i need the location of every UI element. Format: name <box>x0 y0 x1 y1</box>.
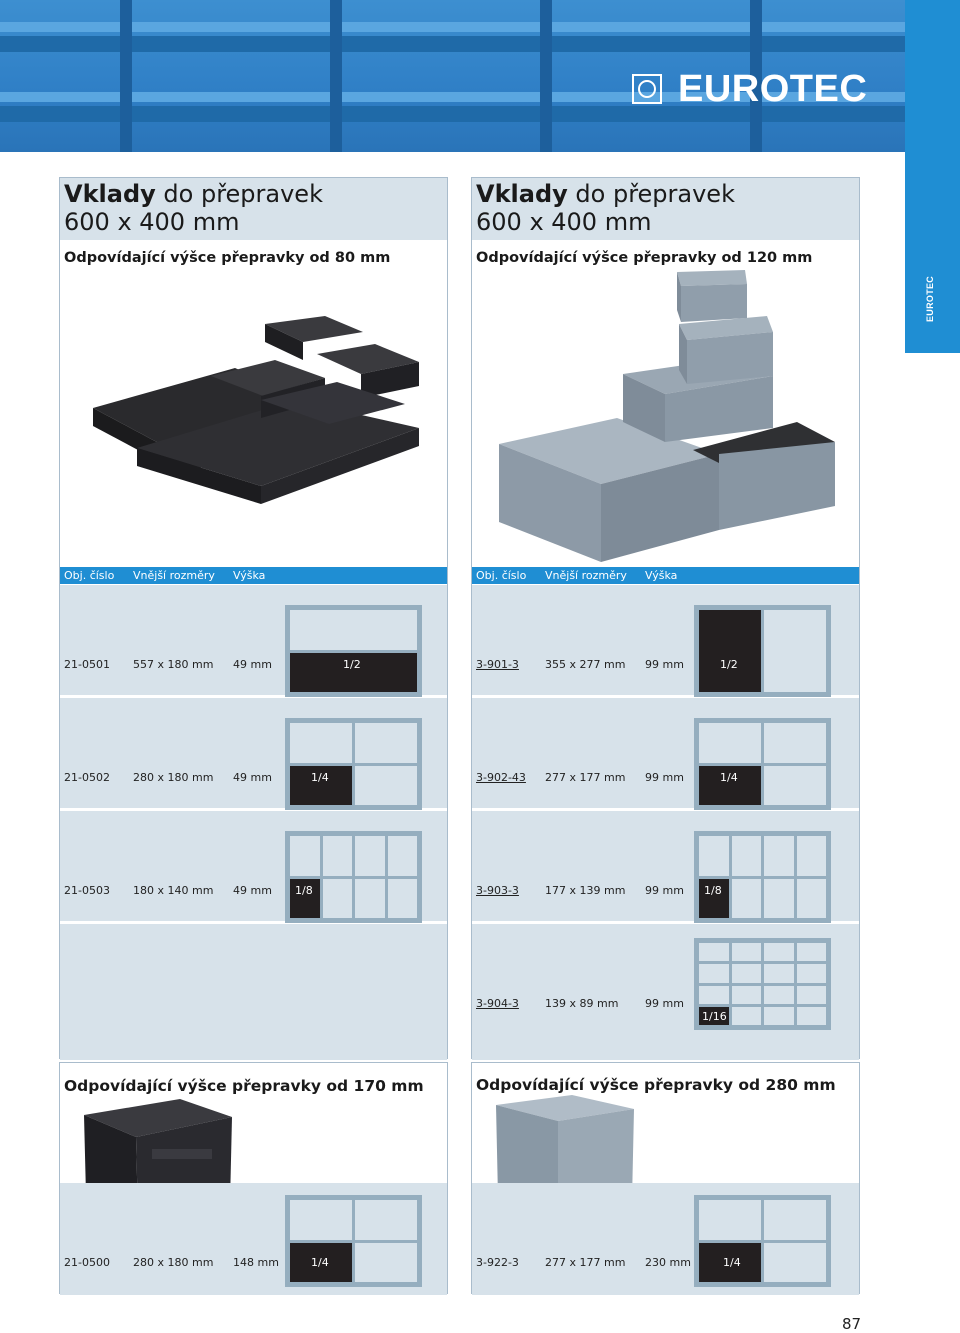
page-number: 87 <box>842 1315 862 1333</box>
table-row <box>472 698 859 810</box>
layout-diagram-quarter <box>285 718 422 810</box>
fraction-label: 1/8 <box>704 884 722 897</box>
panel-subtitle: Odpovídající výšce přepravky od 120 mm <box>476 250 813 266</box>
product-photo-dark-trays <box>85 316 425 506</box>
table-row <box>472 1183 859 1295</box>
row-dims: 277 x 177 mm <box>545 1256 626 1269</box>
row-dims: 355 x 277 mm <box>545 658 626 671</box>
table-row <box>60 811 447 923</box>
row-height: 99 mm <box>645 658 684 671</box>
row-height: 49 mm <box>233 884 272 897</box>
table-header <box>472 567 859 584</box>
layout-diagram-quarter <box>694 1195 831 1287</box>
row-dims: 180 x 140 mm <box>133 884 214 897</box>
left-panel <box>59 177 448 1059</box>
panel-header <box>60 178 447 240</box>
product-photo-grey-trays <box>497 266 837 566</box>
product-code-link[interactable]: 3-904-3 <box>476 997 519 1010</box>
left-panel-tall <box>59 1062 448 1294</box>
table-row <box>60 1183 447 1295</box>
row-height: 99 mm <box>645 771 684 784</box>
row-height: 49 mm <box>233 771 272 784</box>
fraction-label: 1/2 <box>720 658 738 671</box>
row-dims: 277 x 177 mm <box>545 771 626 784</box>
product-code-link[interactable]: 3-903-3 <box>476 884 519 897</box>
col-code: Obj. číslo <box>64 569 115 582</box>
row-height: 99 mm <box>645 997 684 1010</box>
row-dims: 557 x 180 mm <box>133 658 214 671</box>
table-row <box>60 698 447 810</box>
right-panel <box>471 177 860 1059</box>
row-dims: 139 x 89 mm <box>545 997 619 1010</box>
layout-diagram-half <box>694 605 831 697</box>
row-code: 21-0500 <box>64 1256 110 1269</box>
row-dims: 280 x 180 mm <box>133 771 214 784</box>
row-code: 21-0502 <box>64 771 110 784</box>
table-row <box>60 585 447 697</box>
layout-diagram-quarter <box>285 1195 422 1287</box>
table-row <box>472 811 859 923</box>
row-dims: 177 x 139 mm <box>545 884 626 897</box>
fraction-label: 1/4 <box>723 1256 741 1269</box>
panel-title: Vklady do přepravek <box>64 180 323 208</box>
brand-title: EUROTEC <box>678 68 868 110</box>
row-height: 230 mm <box>645 1256 691 1269</box>
fraction-label: 1/4 <box>311 771 329 784</box>
layout-diagram-quarter <box>694 718 831 810</box>
col-dims: Vnější rozměry <box>545 569 627 582</box>
layout-diagram-eighth <box>694 831 831 923</box>
fraction-label: 1/16 <box>702 1010 727 1023</box>
col-code: Obj. číslo <box>476 569 527 582</box>
side-tab <box>905 0 960 353</box>
lutz-logo-icon <box>632 74 662 104</box>
panel-size: 600 x 400 mm <box>476 208 652 236</box>
fraction-label: 1/2 <box>343 658 361 671</box>
row-code: 21-0501 <box>64 658 110 671</box>
fraction-label: 1/4 <box>311 1256 329 1269</box>
side-tab-label: EUROTEC <box>925 275 935 322</box>
fraction-label: 1/8 <box>295 884 313 897</box>
table-row-empty <box>60 924 447 1060</box>
col-dims: Vnější rozměry <box>133 569 215 582</box>
product-code-link[interactable]: 3-902-43 <box>476 771 526 784</box>
table-header <box>60 567 447 584</box>
col-height: Výška <box>233 569 266 582</box>
col-height: Výška <box>645 569 678 582</box>
table-row <box>472 924 859 1060</box>
row-dims: 280 x 180 mm <box>133 1256 214 1269</box>
panel-size: 600 x 400 mm <box>64 208 240 236</box>
panel-header <box>472 178 859 240</box>
section-title: Odpovídající výšce přepravky od 280 mm <box>476 1076 836 1094</box>
layout-diagram-eighth <box>285 831 422 923</box>
right-panel-tall <box>471 1062 860 1294</box>
section-title: Odpovídající výšce přepravky od 170 mm <box>64 1077 424 1095</box>
layout-diagram-half <box>285 605 422 697</box>
fraction-label: 1/4 <box>720 771 738 784</box>
row-height: 49 mm <box>233 658 272 671</box>
panel-title: Vklady do přepravek <box>476 180 735 208</box>
panel-subtitle: Odpovídající výšce přepravky od 80 mm <box>64 250 391 266</box>
row-height: 148 mm <box>233 1256 279 1269</box>
product-code-link[interactable]: 3-901-3 <box>476 658 519 671</box>
row-code: 21-0503 <box>64 884 110 897</box>
row-height: 99 mm <box>645 884 684 897</box>
row-code: 3-922-3 <box>476 1256 519 1269</box>
table-row <box>472 585 859 697</box>
